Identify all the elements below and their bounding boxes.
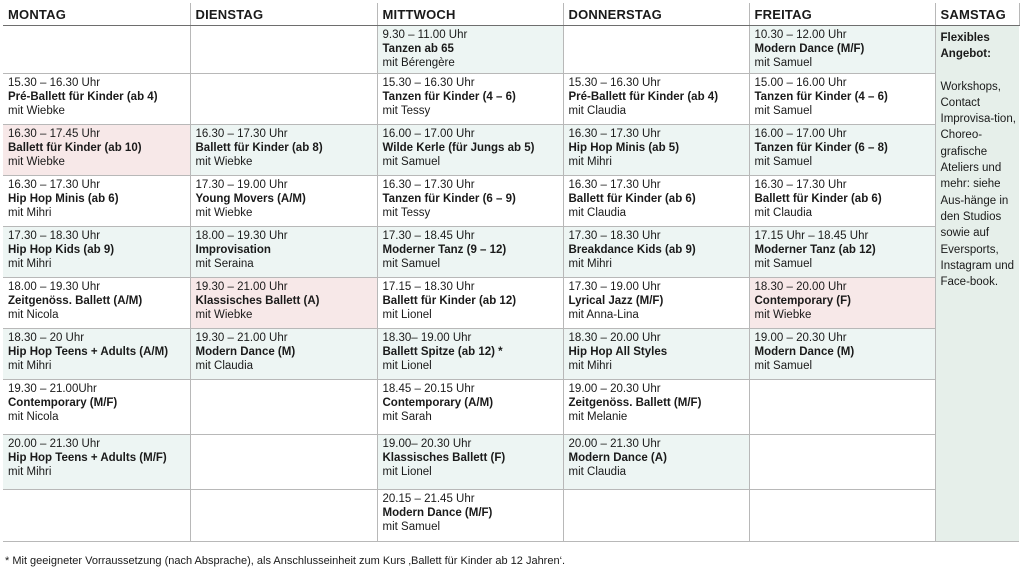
class-cell [3,278,190,329]
class-teacher: mit Wiebke [195,309,253,321]
class-teacher: mit Mihri [8,466,52,478]
class-cell [3,74,190,125]
class-time: 16.00 – 17.00 Uhr [382,128,475,140]
class-teacher: mit Mihri [568,156,612,168]
class-name: Wilde Kerle (für Jungs ab 5) [382,142,535,154]
empty-cell [749,380,935,435]
class-name: Tanzen ab 65 [382,43,454,55]
class-cell [563,125,749,176]
class-time: 20.00 – 21.30 Uhr [568,438,661,450]
class-name: Hip Hop All Styles [568,346,668,358]
class-cell [563,435,749,490]
class-cell [3,329,190,380]
class-teacher: mit Claudia [568,207,627,219]
class-cell [377,278,563,329]
class-name: Ballett für Kinder (ab 6) [568,193,696,205]
class-time: 16.30 – 17.45 Uhr [8,128,101,140]
class-name: Moderner Tanz (ab 12) [754,244,876,256]
class-name: Improvisation [195,244,271,256]
class-cell [377,74,563,125]
day-header-donnerstag: DONNERSTAG [563,3,749,26]
empty-cell [563,26,749,74]
class-cell [377,380,563,435]
class-teacher: mit Wiebke [195,156,253,168]
class-name: Klassisches Ballett (A) [195,295,320,307]
class-name: Hip Hop Kids (ab 9) [8,244,115,256]
class-teacher: mit Samuel [754,258,813,270]
class-time: 17.30 – 18.30 Uhr [568,230,661,242]
class-cell [749,278,935,329]
class-name: Contemporary (F) [754,295,851,307]
class-name: Ballett für Kinder (ab 8) [195,142,323,154]
class-teacher: mit Lionel [382,466,432,478]
class-name: Modern Dance (M) [195,346,296,358]
class-time: 16.30 – 17.30 Uhr [382,179,475,191]
day-header-dienstag: DIENSTAG [190,3,377,26]
class-teacher: mit Mihri [8,360,52,372]
class-cell [3,125,190,176]
class-teacher: mit Wiebke [195,207,253,219]
class-name: Breakdance Kids (ab 9) [568,244,696,256]
timetable [3,3,1020,542]
class-teacher: mit Claudia [195,360,254,372]
class-time: 17.30 – 19.00 Uhr [195,179,288,191]
schedule-row [3,435,1019,490]
class-cell [749,176,935,227]
class-name: Young Movers (A/M) [195,193,306,205]
class-cell [190,125,377,176]
empty-cell [190,74,377,125]
class-cell [3,227,190,278]
class-name: Pré-Ballett für Kinder (ab 4) [568,91,719,103]
class-name: Tanzen für Kinder (4 – 6) [754,91,888,103]
class-cell [563,329,749,380]
class-teacher: mit Nicola [8,309,59,321]
empty-cell [190,435,377,490]
day-header-montag: MONTAG [3,3,190,26]
class-time: 19.00 – 20.30 Uhr [568,383,661,395]
saturday-heading: Flexibles Angebot: [940,32,991,61]
class-time: 17.30 – 18.45 Uhr [382,230,475,242]
class-teacher: mit Samuel [754,105,813,117]
class-time: 16.30 – 17.30 Uhr [568,179,661,191]
class-name: Modern Dance (A) [568,452,667,464]
class-teacher: mit Anna-Lina [568,309,639,321]
class-name: Modern Dance (M/F) [754,43,865,55]
class-cell [563,227,749,278]
schedule-row [3,26,1019,74]
class-teacher: mit Samuel [382,521,441,533]
class-cell [749,74,935,125]
class-name: Ballett für Kinder (ab 12) [382,295,517,307]
class-cell [3,380,190,435]
class-teacher: mit Wiebke [754,309,812,321]
saturday-info-cell [935,26,1019,542]
schedule-row [3,74,1019,125]
empty-cell [190,380,377,435]
class-cell [377,176,563,227]
class-teacher: mit Nicola [8,411,59,423]
class-time: 16.30 – 17.30 Uhr [754,179,847,191]
footnote: * Mit geeigneter Vorraussetzung (nach Absprache), als Anschlusseinheit zum Kurs ‚Ballett für Kinder ab 12 Jahren‘. [5,555,566,567]
class-teacher: mit Bérengère [382,57,455,69]
class-teacher: mit Claudia [568,466,627,478]
class-time: 17.15 – 18.30 Uhr [382,281,475,293]
empty-cell [3,490,190,542]
class-cell [377,490,563,542]
schedule-row [3,490,1019,542]
class-time: 18.00 – 19.30 Uhr [195,230,288,242]
class-time: 15.30 – 16.30 Uhr [568,77,661,89]
class-teacher: mit Mihri [8,258,52,270]
class-cell [563,380,749,435]
schedule-row [3,329,1019,380]
class-name: Pré-Ballett für Kinder (ab 4) [8,91,158,103]
class-name: Hip Hop Minis (ab 5) [568,142,680,154]
class-name: Hip Hop Teens + Adults (A/M) [8,346,169,358]
class-name: Zeitgenöss. Ballett (A/M) [8,295,143,307]
schedule-row [3,227,1019,278]
class-name: Ballett Spitze (ab 12) * [382,346,503,358]
class-cell [3,435,190,490]
class-cell [749,125,935,176]
class-teacher: mit Samuel [754,57,813,69]
class-name: Moderner Tanz (9 – 12) [382,244,507,256]
class-name: Tanzen für Kinder (6 – 8) [754,142,888,154]
class-time: 18.30 – 20.00 Uhr [568,332,661,344]
empty-cell [190,26,377,74]
class-teacher: mit Samuel [754,156,813,168]
class-time: 19.30 – 21.00 Uhr [195,281,288,293]
schedule-row [3,176,1019,227]
class-teacher: mit Melanie [568,411,628,423]
class-cell [377,435,563,490]
empty-cell [749,435,935,490]
class-cell [563,74,749,125]
class-teacher: mit Seraina [195,258,254,270]
class-teacher: mit Lionel [382,360,432,372]
class-cell [190,227,377,278]
class-name: Zeitgenöss. Ballett (M/F) [568,397,702,409]
class-teacher: mit Wiebke [8,105,65,117]
class-cell [563,278,749,329]
class-cell [749,227,935,278]
class-name: Contemporary (A/M) [382,397,494,409]
class-teacher: mit Sarah [382,411,432,423]
schedule-row [3,125,1019,176]
class-time: 19.00 – 20.30 Uhr [754,332,847,344]
class-time: 18.30– 19.00 Uhr [382,332,472,344]
class-cell [377,125,563,176]
class-teacher: mit Samuel [382,258,441,270]
class-cell [190,278,377,329]
empty-cell [3,26,190,74]
class-time: 18.00 – 19.30 Uhr [8,281,101,293]
class-cell [563,176,749,227]
schedule-row [3,380,1019,435]
class-teacher: mit Tessy [382,207,431,219]
class-time: 9.30 – 11.00 Uhr [382,29,468,41]
class-cell [3,176,190,227]
schedule-row [3,278,1019,329]
class-teacher: mit Tessy [382,105,431,117]
class-cell [749,329,935,380]
class-time: 19.30 – 21.00Uhr [8,383,97,395]
class-time: 10.30 – 12.00 Uhr [754,29,847,41]
class-teacher: mit Samuel [754,360,813,372]
class-teacher: mit Mihri [568,258,612,270]
day-header-freitag: FREITAG [749,3,935,26]
empty-cell [749,490,935,542]
class-name: Ballett für Kinder (ab 10) [8,142,142,154]
class-time: 16.30 – 17.30 Uhr [195,128,288,140]
class-cell [190,176,377,227]
class-name: Hip Hop Minis (ab 6) [8,193,119,205]
class-time: 20.00 – 21.30 Uhr [8,438,101,450]
class-teacher: mit Lionel [382,309,432,321]
class-time: 18.30 – 20 Uhr [8,332,85,344]
class-cell [377,227,563,278]
header-row [3,3,1019,26]
class-time: 16.00 – 17.00 Uhr [754,128,847,140]
class-time: 15.30 – 16.30 Uhr [8,77,101,89]
class-teacher: mit Wiebke [8,156,65,168]
class-teacher: mit Samuel [382,156,441,168]
class-time: 17.15 Uhr – 18.45 Uhr [754,230,869,242]
class-time: 15.30 – 16.30 Uhr [382,77,475,89]
day-header-mittwoch: MITTWOCH [377,3,563,26]
class-teacher: mit Claudia [754,207,813,219]
day-header-samstag: SAMSTAG [935,3,1019,26]
class-name: Modern Dance (M/F) [382,507,493,519]
class-time: 16.30 – 17.30 Uhr [8,179,101,191]
class-name: Contemporary (M/F) [8,397,118,409]
class-name: Tanzen für Kinder (6 – 9) [382,193,516,205]
class-time: 18.30 – 20.00 Uhr [754,281,847,293]
timetable-body [3,26,1019,542]
empty-cell [190,490,377,542]
class-name: Tanzen für Kinder (4 – 6) [382,91,516,103]
class-name: Ballett für Kinder (ab 6) [754,193,882,205]
class-time: 20.15 – 21.45 Uhr [382,493,475,505]
class-time: 17.30 – 18.30 Uhr [8,230,101,242]
empty-cell [563,490,749,542]
class-teacher: mit Mihri [568,360,612,372]
class-time: 17.30 – 19.00 Uhr [568,281,661,293]
class-cell [377,329,563,380]
class-time: 18.45 – 20.15 Uhr [382,383,475,395]
class-name: Lyrical Jazz (M/F) [568,295,664,307]
class-name: Hip Hop Teens + Adults (M/F) [8,452,167,464]
class-time: 16.30 – 17.30 Uhr [568,128,661,140]
class-time: 19.00– 20.30 Uhr [382,438,472,450]
class-time: 15.00 – 16.00 Uhr [754,77,847,89]
class-name: Klassisches Ballett (F) [382,452,506,464]
class-teacher: mit Mihri [8,207,52,219]
class-time: 19.30 – 21.00 Uhr [195,332,288,344]
saturday-text: Workshops, Contact Improvisa-tion, Choreo-grafische Ateliers und mehr: siehe Aus-hänge in den Studios sowie auf Eversports, Instagram und Face-book. [940,80,1016,289]
class-name: Modern Dance (M) [754,346,855,358]
class-cell [190,329,377,380]
class-cell [377,26,563,74]
class-cell [749,26,935,74]
class-teacher: mit Claudia [568,105,627,117]
